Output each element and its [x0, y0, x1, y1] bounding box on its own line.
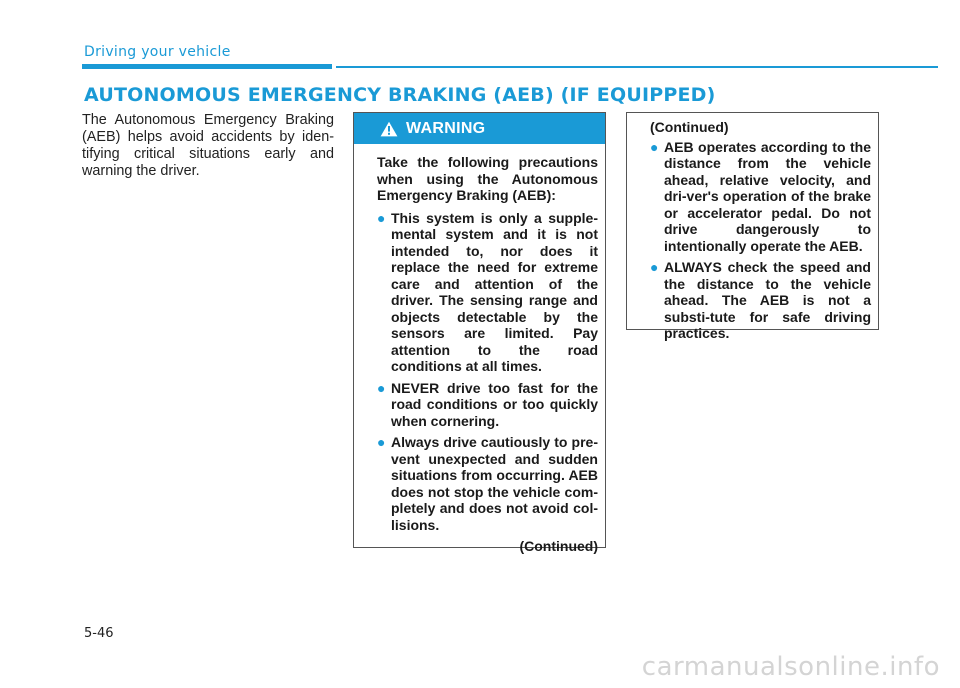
header-rule-thick	[82, 64, 332, 69]
warning-continued: (Continued)	[519, 538, 598, 554]
watermark: carmanualsonline.info	[641, 652, 940, 682]
continuation-box	[626, 112, 879, 341]
bullet-dot-icon: ●	[377, 379, 386, 396]
warning-body	[354, 144, 605, 555]
continuation-bullets	[650, 139, 871, 342]
page-number: 5-46	[84, 626, 114, 641]
warning-bullet: ● NEVER drive too fast for the road conditions or too quickly when cornering.	[377, 379, 598, 429]
bullet-dot-icon: ●	[377, 434, 386, 450]
continuation-bullet: ● ALWAYS check the speed and the distance to the vehicle ahead. The AEB is not a substi-tute for safe driving practices.	[650, 259, 871, 341]
continuation-bullet: ● AEB operates according to the distance from the vehicle ahead, relative velocity, and dri-ver's operation of the brake or accelerator pedal. Do not drive dangerously to intentionally operate the AEB.	[650, 138, 871, 254]
warning-triangle-icon	[380, 121, 398, 137]
bullet-dot-icon: ●	[650, 138, 659, 155]
warning-lead: Take the following precautions when using the Autonomous Emergency Braking (AEB):	[377, 154, 598, 203]
intro-paragraph: The Autonomous Emergency Braking (AEB) helps avoid accidents by iden-tifying critical situations early and warning the driver.	[82, 112, 334, 179]
page-heading: AUTONOMOUS EMERGENCY BRAKING (AEB) (IF EQUIPPED)	[84, 84, 716, 106]
section-label: Driving your vehicle	[84, 44, 231, 60]
warning-title: WARNING	[406, 119, 486, 137]
warning-header	[354, 113, 605, 144]
warning-bullet: ● This system is only a supple-mental system and it is not intended to, nor does it replace the need for extreme care and attention of the driver. The sensing range and objects detectable by the sensors are limited. Pay attention to the road conditions at all times.	[377, 209, 598, 374]
header-rule-thin	[336, 66, 938, 68]
continuation-heading: (Continued)	[650, 119, 729, 135]
warning-bullets	[377, 210, 598, 534]
warning-box	[353, 112, 606, 554]
continuation-body	[627, 113, 878, 342]
bullet-dot-icon: ●	[377, 209, 386, 226]
bullet-dot-icon: ●	[650, 259, 659, 275]
warning-bullet: ● Always drive cautiously to pre-vent unexpected and sudden situations from occurring. AEB does not stop the vehicle com-pletely and does not avoid col-lisions.	[377, 434, 598, 533]
